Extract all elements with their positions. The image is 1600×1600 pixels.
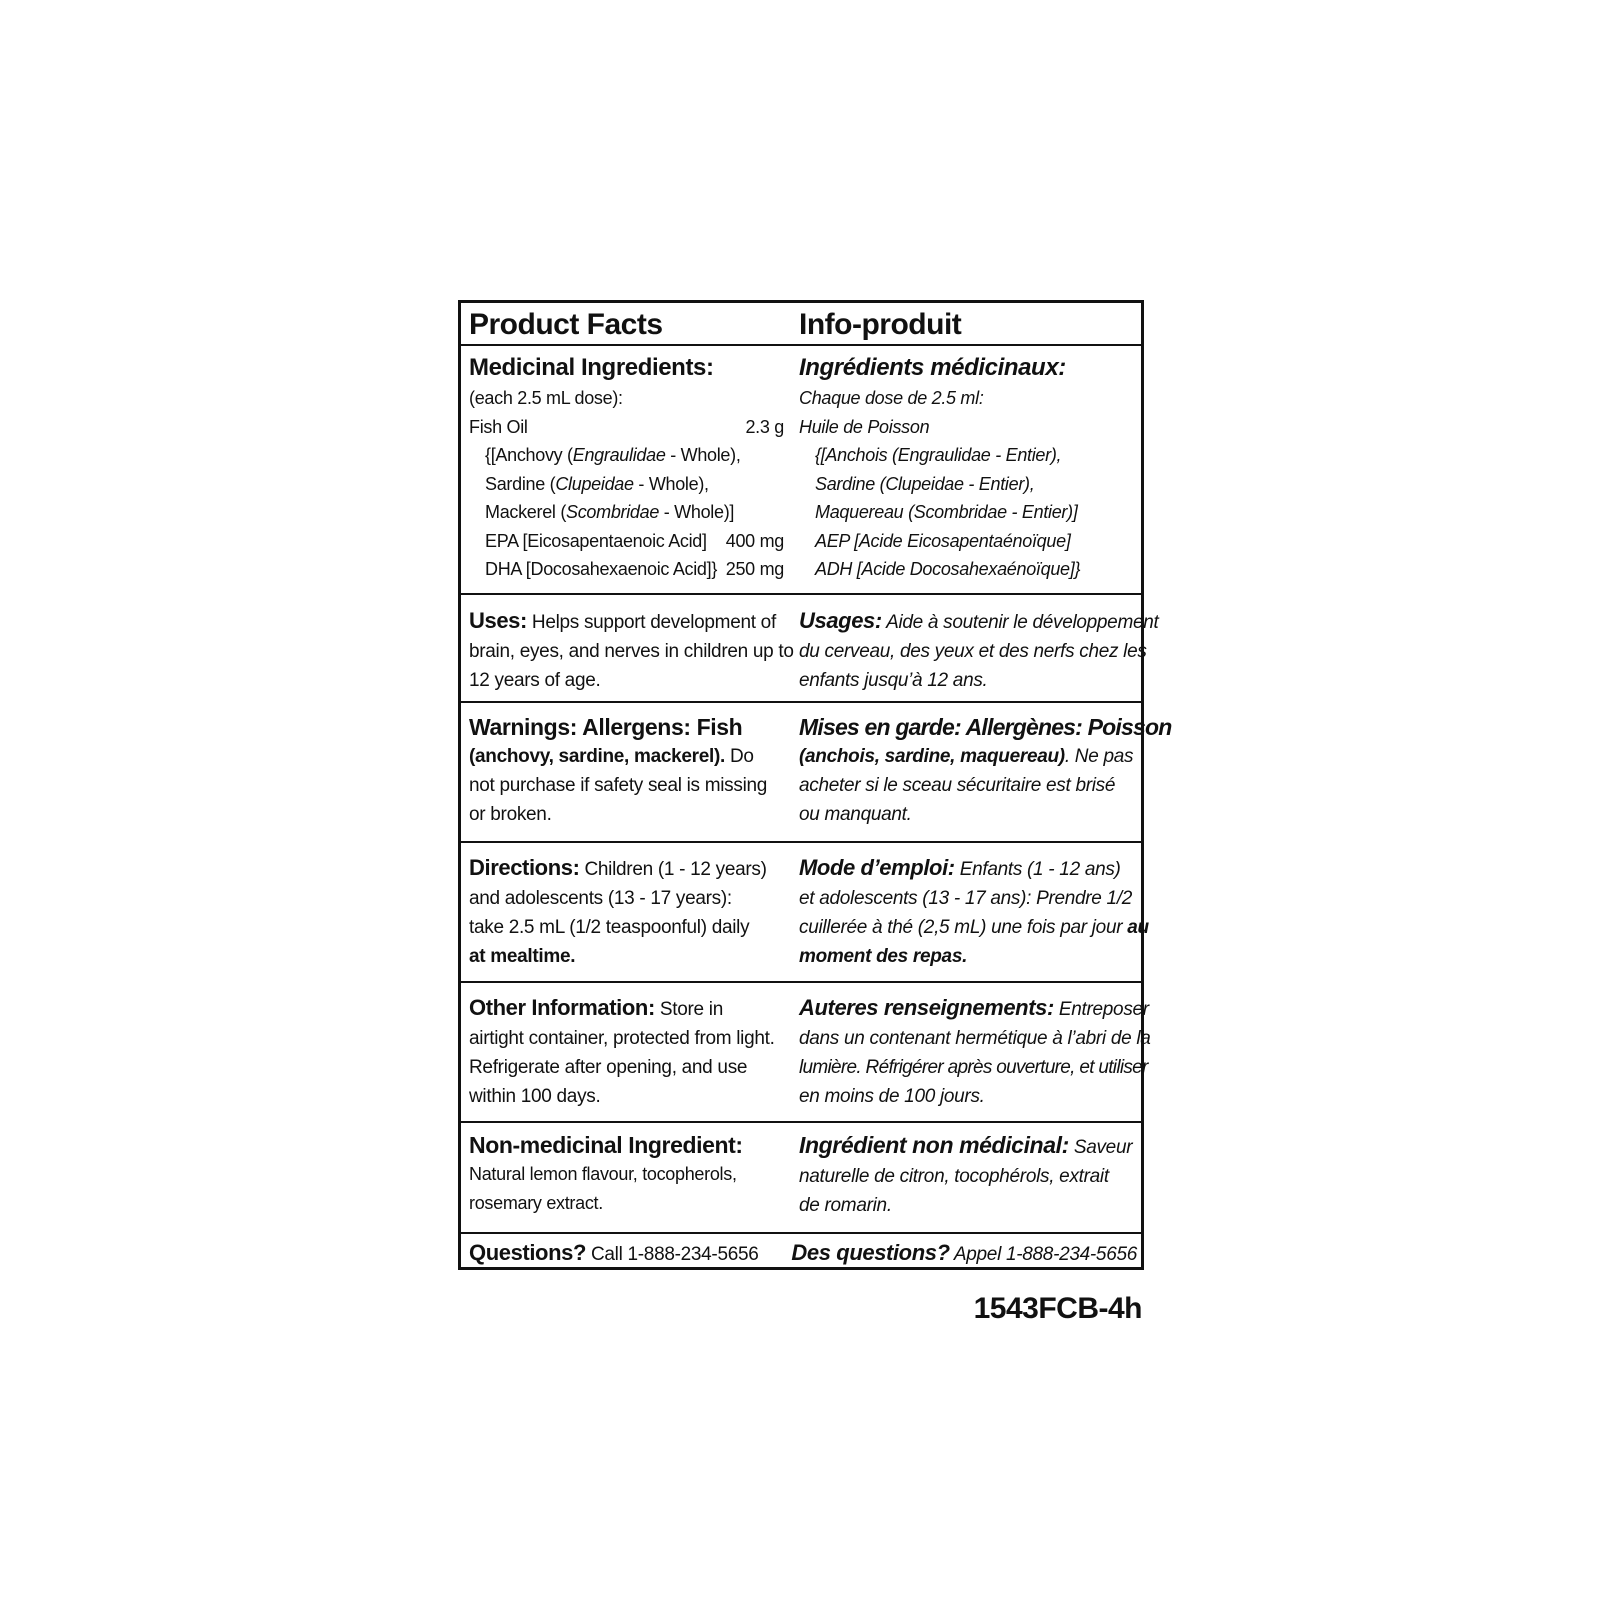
nonmed-label-en: Non-medicinal Ingredient: <box>469 1132 743 1158</box>
directions-fr-line4: moment des repas. <box>799 946 968 967</box>
warnings-fr-line2: (anchois, sardine, maquereau). Ne pas <box>799 746 1134 767</box>
warnings-fr-line4: ou manquant. <box>799 804 912 825</box>
uses-fr-line1: Usages: Aide à soutenir le développement <box>799 608 1159 633</box>
other-label-en: Other Information: <box>469 995 655 1020</box>
directions-fr-line2: et adolescents (13 - 17 ans): Prendre 1/2 <box>799 888 1133 909</box>
mackerel-line: Mackerel (Scombridae - Whole)] <box>485 502 735 522</box>
sardine-line: Sardine (Clupeidae - Whole), <box>485 473 709 494</box>
nonmed-en-line2: rosemary extract. <box>469 1192 603 1213</box>
mackerel-fr: Maquereau (Scombridae - Entier)] <box>815 502 1078 522</box>
nonmed-fr-line2: naturelle de citron, tocophérols, extrait <box>799 1166 1109 1187</box>
directions-en-line4: at mealtime. <box>469 946 576 967</box>
warnings-fr-line3: acheter si le sceau sécuritaire est brisé <box>799 775 1116 796</box>
other-en-line4: within 100 days. <box>469 1086 601 1107</box>
medicinal-title-en: Medicinal Ingredients: <box>469 354 714 381</box>
nonmed-fr-line1: Ingrédient non médicinal: Saveur <box>799 1132 1133 1158</box>
nonmed-en-line1: Natural lemon flavour, tocopherols, <box>469 1164 737 1184</box>
other-en-line1: Other Information: Store in <box>469 995 723 1020</box>
epa-fr: AEP [Acide Eicosapentaénoïque] <box>815 530 1071 551</box>
directions-en-line3: take 2.5 mL (1/2 teaspoonful) daily <box>469 917 750 938</box>
other-fr-line1: Auteres renseignements: Entreposer <box>799 995 1149 1020</box>
warnings-en-line4: or broken. <box>469 804 552 825</box>
warnings-label-fr: Mises en garde: Allergènes: Poisson <box>799 714 1172 740</box>
other-fr-line3: lumière. Réfrigérer après ouverture, et utiliser <box>799 1057 1148 1078</box>
header-row <box>461 303 1141 346</box>
other-fr-line2: dans un contenant hermétique à l’abri de la <box>799 1028 1151 1049</box>
anchovy-line: {[Anchovy (Engraulidae - Whole), <box>485 445 741 465</box>
nonmed-label-fr: Ingrédient non médicinal: <box>799 1132 1069 1158</box>
directions-fr-line1: Mode d’emploi: Enfants (1 - 12 ans) <box>799 855 1121 880</box>
warnings-en-line3: not purchase if safety seal is missing <box>469 775 768 796</box>
uses-row <box>461 595 1159 703</box>
other-en-line2: airtight container, protected from light. <box>469 1028 775 1049</box>
questions-fr: Des questions? Appel 1-888-234-5656 <box>791 1240 1137 1265</box>
medicinal-title-fr: Ingrédients médicinaux: <box>799 354 1066 381</box>
sardine-fr: Sardine (Clupeidae - Entier), <box>815 473 1035 494</box>
dose-en: (each 2.5 mL dose): <box>469 388 623 408</box>
warnings-label-en: Warnings: Allergens: Fish <box>469 714 743 740</box>
fish-oil-line: Fish Oil 2.3 g <box>469 416 784 437</box>
directions-en-line2: and adolescents (13 - 17 years): <box>469 888 732 909</box>
uses-en-line3: 12 years of age. <box>469 670 601 691</box>
directions-label-fr: Mode d’emploi: <box>799 855 955 880</box>
product-code: 1543FCB-4h <box>973 1292 1142 1325</box>
nonmed-row <box>461 1123 1141 1234</box>
medicinal-row <box>461 346 1141 595</box>
header-en: Product Facts <box>469 308 663 341</box>
uses-en-line2: brain, eyes, and nerves in children up to <box>469 641 794 662</box>
uses-label-fr: Usages: <box>799 608 882 633</box>
directions-row <box>461 843 1149 983</box>
directions-fr-line3: cuillerée à thé (2,5 mL) une fois par jour au <box>799 917 1149 938</box>
uses-fr-line2: du cerveau, des yeux et des nerfs chez les <box>799 641 1147 662</box>
uses-label-en: Uses: <box>469 608 527 633</box>
product-facts-panel <box>458 300 1172 1270</box>
questions-row <box>461 1234 1141 1270</box>
uses-fr-line3: enfants jusqu’à 12 ans. <box>799 670 988 691</box>
other-info-row <box>461 983 1151 1123</box>
header-fr: Info-produit <box>799 308 962 341</box>
other-label-fr: Auteres renseignements: <box>799 995 1054 1020</box>
nonmed-fr-line3: de romarin. <box>799 1195 892 1216</box>
uses-en-line1: Uses: Helps support development of <box>469 608 776 633</box>
questions-en: Questions? Call 1-888-234-5656 <box>469 1240 759 1265</box>
fish-oil-fr: Huile de Poisson <box>799 416 930 437</box>
other-en-line3: Refrigerate after opening, and use <box>469 1057 748 1078</box>
dose-fr: Chaque dose de 2.5 ml: <box>799 388 984 408</box>
dha-line: DHA [Docosahexaenoic Acid]} 250 mg <box>485 559 784 579</box>
dha-fr: ADH [Acide Docosahexaénoïque]} <box>815 559 1081 579</box>
other-fr-line4: en moins de 100 jours. <box>799 1086 985 1107</box>
anchovy-fr: {[Anchois (Engraulidae - Entier), <box>815 445 1062 465</box>
epa-line: EPA [Eicosapentaenoic Acid] 400 mg <box>485 530 784 551</box>
warnings-row <box>461 703 1172 843</box>
directions-en-line1: Directions: Children (1 - 12 years) <box>469 855 767 880</box>
warnings-en-line2: (anchovy, sardine, mackerel). Do <box>469 746 754 767</box>
directions-label-en: Directions: <box>469 855 580 880</box>
